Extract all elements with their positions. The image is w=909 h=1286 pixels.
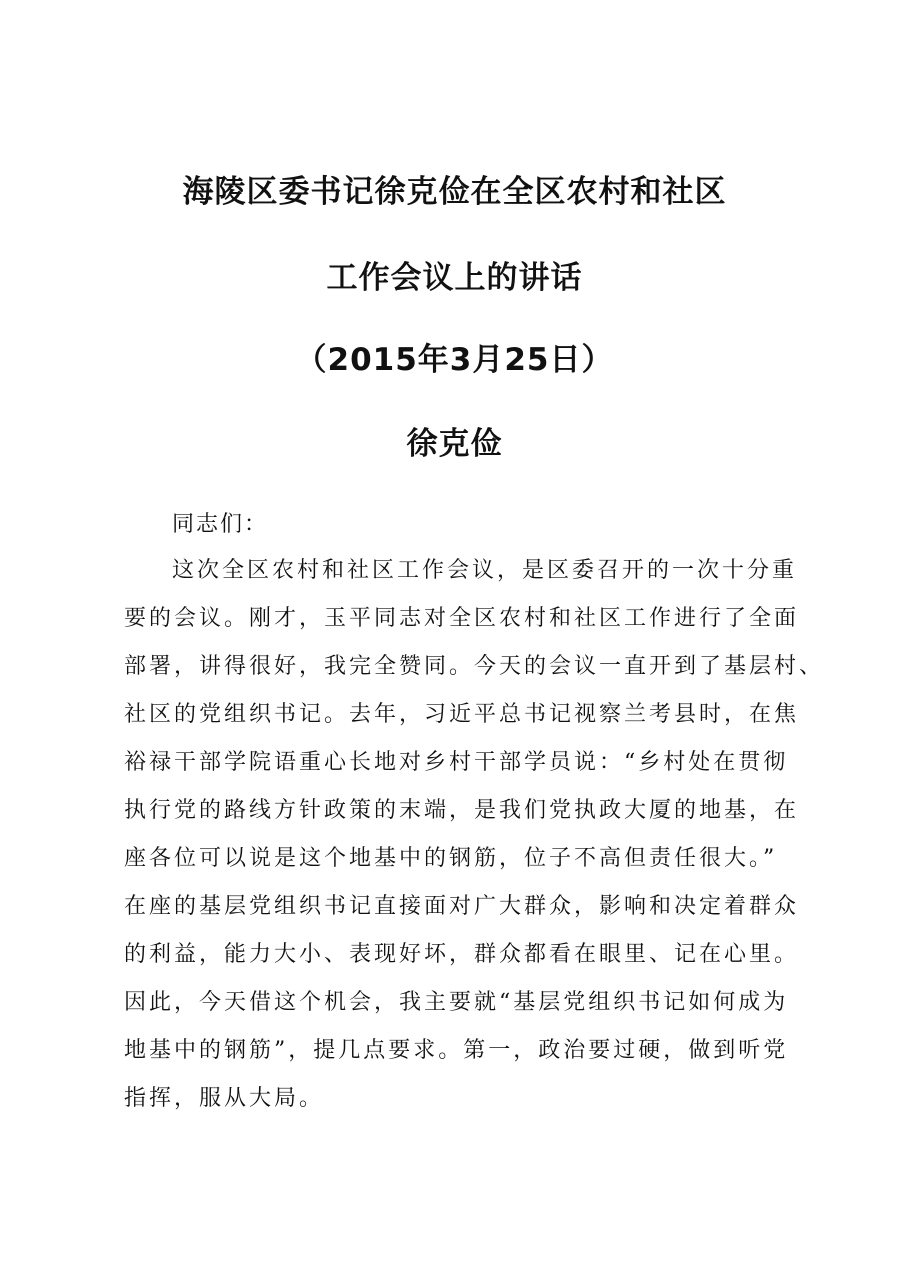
body-line: 地基中的钢筋”，提几点要求。第一，政治要过硬，做到听党 (124, 1038, 789, 1063)
body-line: 裕禄干部学院语重心长地对乡村干部学员说：“乡村处在贯彻 (124, 750, 789, 775)
body-line: 要的会议。刚才，玉平同志对全区农村和社区工作进行了全面 (124, 606, 800, 631)
body-line: 执行党的路线方针政策的末端，是我们党执政大厦的地基，在 (124, 798, 800, 823)
body-line: 这次全区农村和社区工作会议，是区委召开的一次十分重 (172, 558, 798, 583)
body-line: 座各位可以说是这个地基中的钢筋，位子不高但责任很大。” (124, 846, 778, 871)
body-line: 部署，讲得很好，我完全赞同。今天的会议一直开到了基层村、 (124, 654, 825, 679)
author-name: 徐克俭 (406, 426, 503, 462)
date-line: （2015年3月25日） (295, 342, 614, 378)
body-line: 因此，今天借这个机会，我主要就“基层党组织书记如何成为 (124, 990, 789, 1015)
title-line-2: 工作会议上的讲话 (326, 260, 583, 296)
body-line: 的利益，能力大小、表现好坏，群众都看在眼里、记在心里。 (124, 942, 800, 967)
salutation: 同志们： (172, 512, 269, 537)
title-line-1: 海陵区委书记徐克俭在全区农村和社区 (182, 174, 727, 210)
body-line: 社区的党组织书记。去年，习近平总书记视察兰考县时，在焦 (124, 702, 800, 727)
body-line: 在座的基层党组织书记直接面对广大群众，影响和决定着群众 (124, 894, 800, 919)
body-line: 指挥，服从大局。 (124, 1086, 325, 1111)
